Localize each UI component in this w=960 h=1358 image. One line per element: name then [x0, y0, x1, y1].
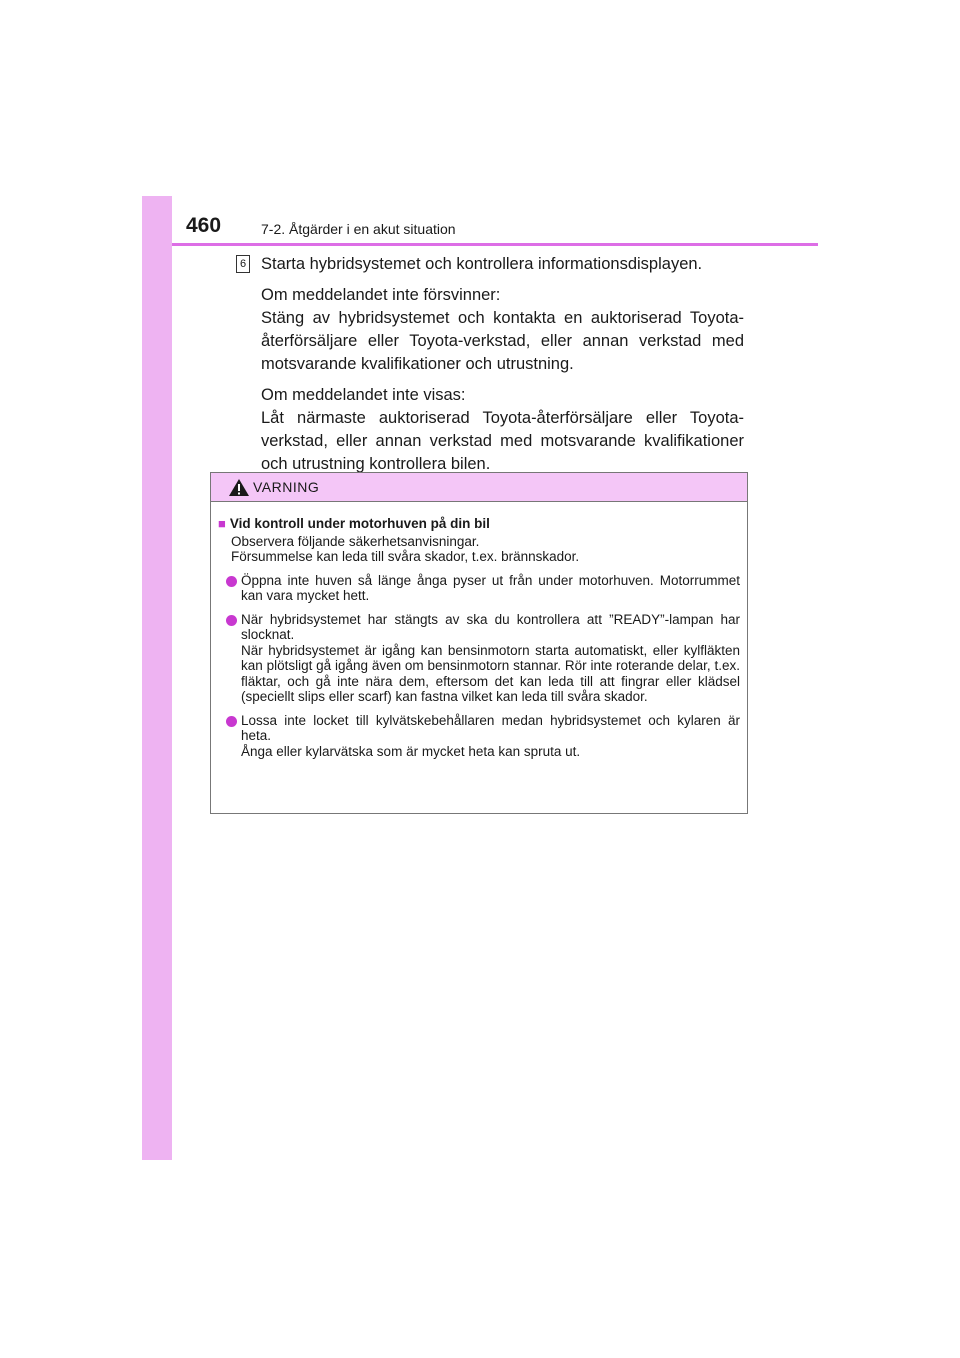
bullet-text: När hybridsystemet har stängts av ska du kontrollera att ”READY”-lampan har slocknat.	[241, 611, 740, 642]
warning-header	[211, 473, 747, 502]
header-rule	[172, 243, 818, 246]
warning-box	[210, 472, 748, 814]
warning-title	[218, 516, 740, 532]
square-bullet-icon: ■	[218, 516, 226, 531]
warning-bullet	[218, 713, 740, 760]
bullet-dot-icon	[226, 716, 237, 727]
warning-intro-line: Försummelse kan leda till svåra skador, t.ex. brännskador.	[231, 549, 580, 564]
warning-bullet	[218, 573, 740, 604]
bullet-dot-icon	[226, 615, 237, 626]
case2-title: Om meddelandet inte visas:	[261, 386, 466, 404]
warning-intro	[231, 534, 740, 565]
warning-triangle-icon	[228, 478, 250, 497]
case1-title: Om meddelandet inte försvinner:	[261, 286, 501, 304]
bullet-text: Öppna inte huven så länge ånga pyser ut från under motorhuven. Motorrummet kan vara mycket hett.	[241, 572, 740, 603]
page-number: 460	[186, 214, 222, 237]
step-instructions	[261, 253, 744, 476]
warning-label: VARNING	[253, 479, 320, 495]
warning-intro-line: Observera följande säkerhetsanvisningar.	[231, 533, 480, 549]
case1-text: Stäng av hybridsystemet och kontakta en auktoriserad Toyota-återförsäljare eller Toyota-verkstad, eller annan verkstad med motsvarande kvalifikationer och utrustning.	[261, 309, 744, 373]
bullet-dot-icon	[226, 576, 237, 587]
warning-bullet	[218, 612, 740, 705]
warning-body	[211, 502, 747, 759]
bullet-text: När hybridsystemet är igång kan bensinmotorn starta automatiskt, eller kylfläkten kan plötsligt gå igång även om bensinmotorn stannar. Rör inte roterande delar, t.ex. fläktar, och gå inte nära dem, eftersom det kan leda till att fingrar eller klädsel (speciellt slips eller scarf) kan fastna vilket kan leda till svåra skador.	[241, 642, 740, 704]
step-number-badge: 6	[236, 255, 250, 273]
warning-title-text: Vid kontroll under motorhuven på din bil	[229, 516, 490, 531]
section-title: 7-2. Åtgärder i en akut situation	[261, 221, 456, 237]
case2-text: Låt närmaste auktoriserad Toyota-återförsäljare eller Toyota-verkstad, eller annan verkstad med motsvarande kvalifikationer och utrustning kontrollera bilen.	[261, 409, 744, 473]
step-line: Starta hybridsystemet och kontrollera informationsdisplayen.	[261, 255, 703, 273]
chapter-sidebar	[142, 196, 172, 1160]
bullet-text: Ånga eller kylarvätska som är mycket heta kan spruta ut.	[241, 743, 581, 759]
bullet-text: Lossa inte locket till kylvätskebehållaren medan hybridsystemet och kylaren är heta.	[241, 712, 740, 743]
